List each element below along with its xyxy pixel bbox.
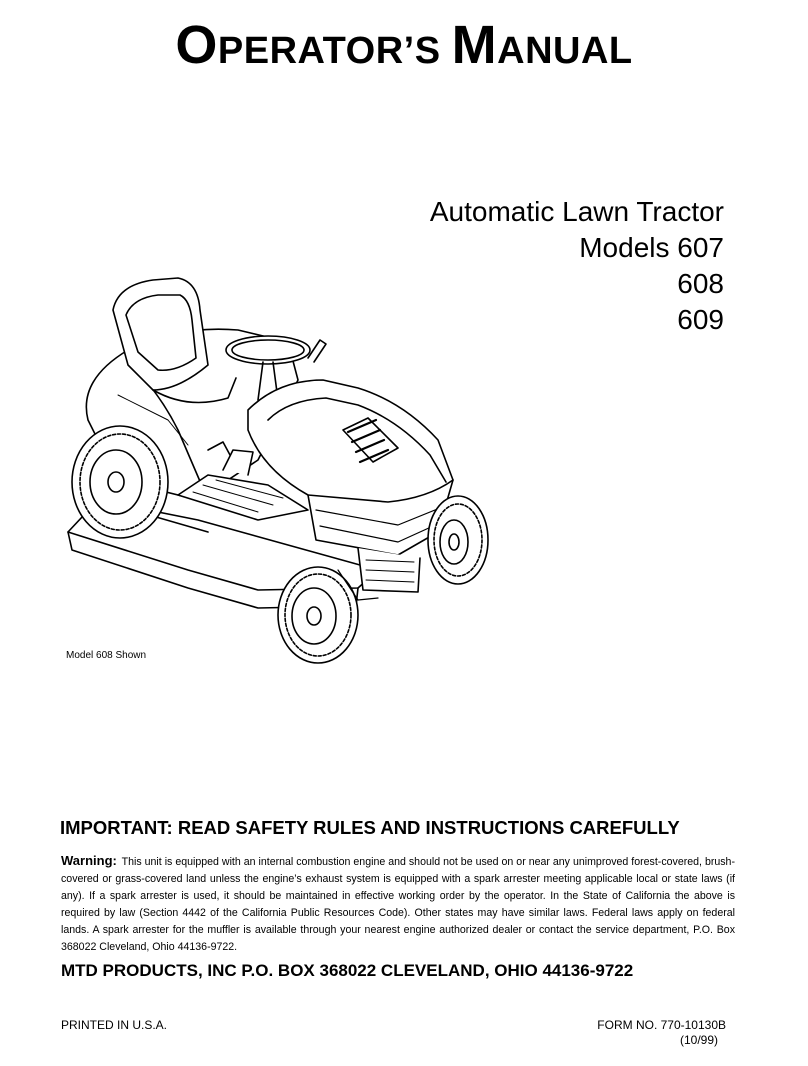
title-apostrophe-s: ’S xyxy=(403,30,441,72)
warning-paragraph xyxy=(61,852,735,956)
warning-label: Warning: xyxy=(61,853,117,868)
form-number: FORM NO. 770-10130B xyxy=(597,1018,726,1032)
form-number-block xyxy=(597,1018,726,1048)
model-607: Models 607 xyxy=(579,232,724,263)
printed-in: PRINTED IN U.S.A. xyxy=(61,1018,168,1032)
title-part-2: ANUAL xyxy=(497,30,633,72)
illustration-caption: Model 608 Shown xyxy=(66,650,147,661)
product-type: Automatic Lawn Tractor xyxy=(429,196,724,227)
title-initial-o: O xyxy=(175,15,218,75)
model-608: 608 xyxy=(677,268,724,299)
title-part-1: PERATOR xyxy=(217,30,404,72)
company-address: MTD PRODUCTS, INC P.O. BOX 368022 CLEVELAND, OHIO 44136-9722 xyxy=(61,961,634,980)
important-heading: IMPORTANT: READ SAFETY RULES AND INSTRUCTIONS CAREFULLY xyxy=(60,817,680,838)
lawn-tractor-illustration xyxy=(58,270,498,670)
title-initial-m: M xyxy=(451,15,498,75)
warning-text: This unit is equipped with an internal combustion engine and should not be used on or near any unimproved forest-covered, brush-covered or grass-covered land unless the engine’s exhaust system is equipped with a spark arrester meeting applicable local or state laws (if any). If a spark arrester is used, it should be maintained in effective working order by the operator. In the State of California the above is required by law (Section 4442 of the California Public Resources Code). Other states may have similar laws. Federal laws apply on federal lands. A spark arrester for the muffler is available through your nearest engine authorized dealer or contact the service department, P.O. Box 368022 Cleveland, Ohio 44136-9722. xyxy=(61,856,735,953)
document-title xyxy=(0,16,808,75)
form-date: (10/99) xyxy=(679,1033,718,1047)
model-609: 609 xyxy=(677,304,724,335)
